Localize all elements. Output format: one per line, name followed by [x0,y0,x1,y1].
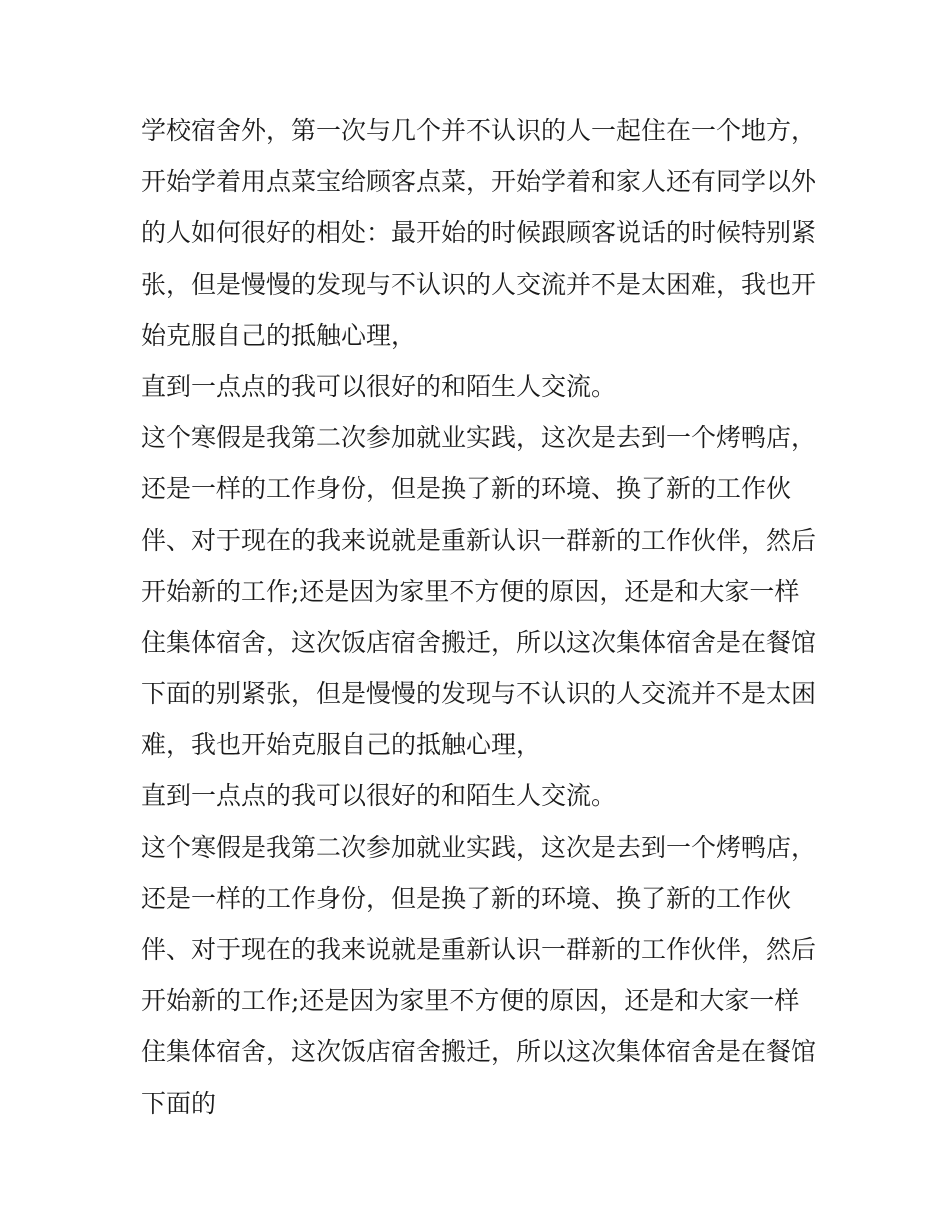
text-line: 开始学着用点菜宝给顾客点菜，开始学着和家人还有同学以外 [141,167,817,197]
text-line: 下面的 [141,1088,217,1118]
text-line: 伴、对于现在的我来说就是重新认识一群新的工作伙伴，然后 [141,935,817,964]
text-line: 这个寒假是我第二次参加就业实践，这次是去到一个烤鸭店， [141,423,817,453]
text-line: 还是一样的工作身份，但是换了新的环境、换了新的工作伙 [141,474,792,504]
text-line: 伴、对于现在的我来说就是重新认识一群新的工作伙伴，然后 [141,525,817,555]
text-line: 住集体宿舍，这次饭店宿舍搬迁，所以这次集体宿舍是在餐馆 [141,1037,817,1067]
text-line: 学校宿舍外，第一次与几个并不认识的人一起住在一个地方， [141,116,817,145]
text-line: 的人如何很好的相处：最开始的时候跟顾客说话的时候特别紧 [141,218,817,248]
body-text [141,105,821,1129]
text-line: 直到一点点的我可以很好的和陌生人交流。 [141,781,617,811]
text-line: 住集体宿舍，这次饭店宿舍搬迁，所以这次集体宿舍是在餐馆 [141,627,817,657]
text-line: 下面的别紧张，但是慢慢的发现与不认识的人交流并不是太困 [141,679,817,709]
text-line: 始克服自己的抵触心理， [141,320,417,350]
text-line: 张，但是慢慢的发现与不认识的人交流并不是太困难，我也开 [141,269,817,299]
text-line: 直到一点点的我可以很好的和陌生人交流。 [141,371,617,401]
text-line: 开始新的工作;还是因为家里不方便的原因，还是和大家一样 [141,986,800,1016]
text-line: 还是一样的工作身份，但是换了新的环境、换了新的工作伙 [141,883,792,913]
text-line: 开始新的工作;还是因为家里不方便的原因，还是和大家一样 [141,576,800,606]
text-line: 这个寒假是我第二次参加就业实践，这次是去到一个烤鸭店， [141,832,817,862]
text-line: 难，我也开始克服自己的抵触心理， [141,730,542,760]
